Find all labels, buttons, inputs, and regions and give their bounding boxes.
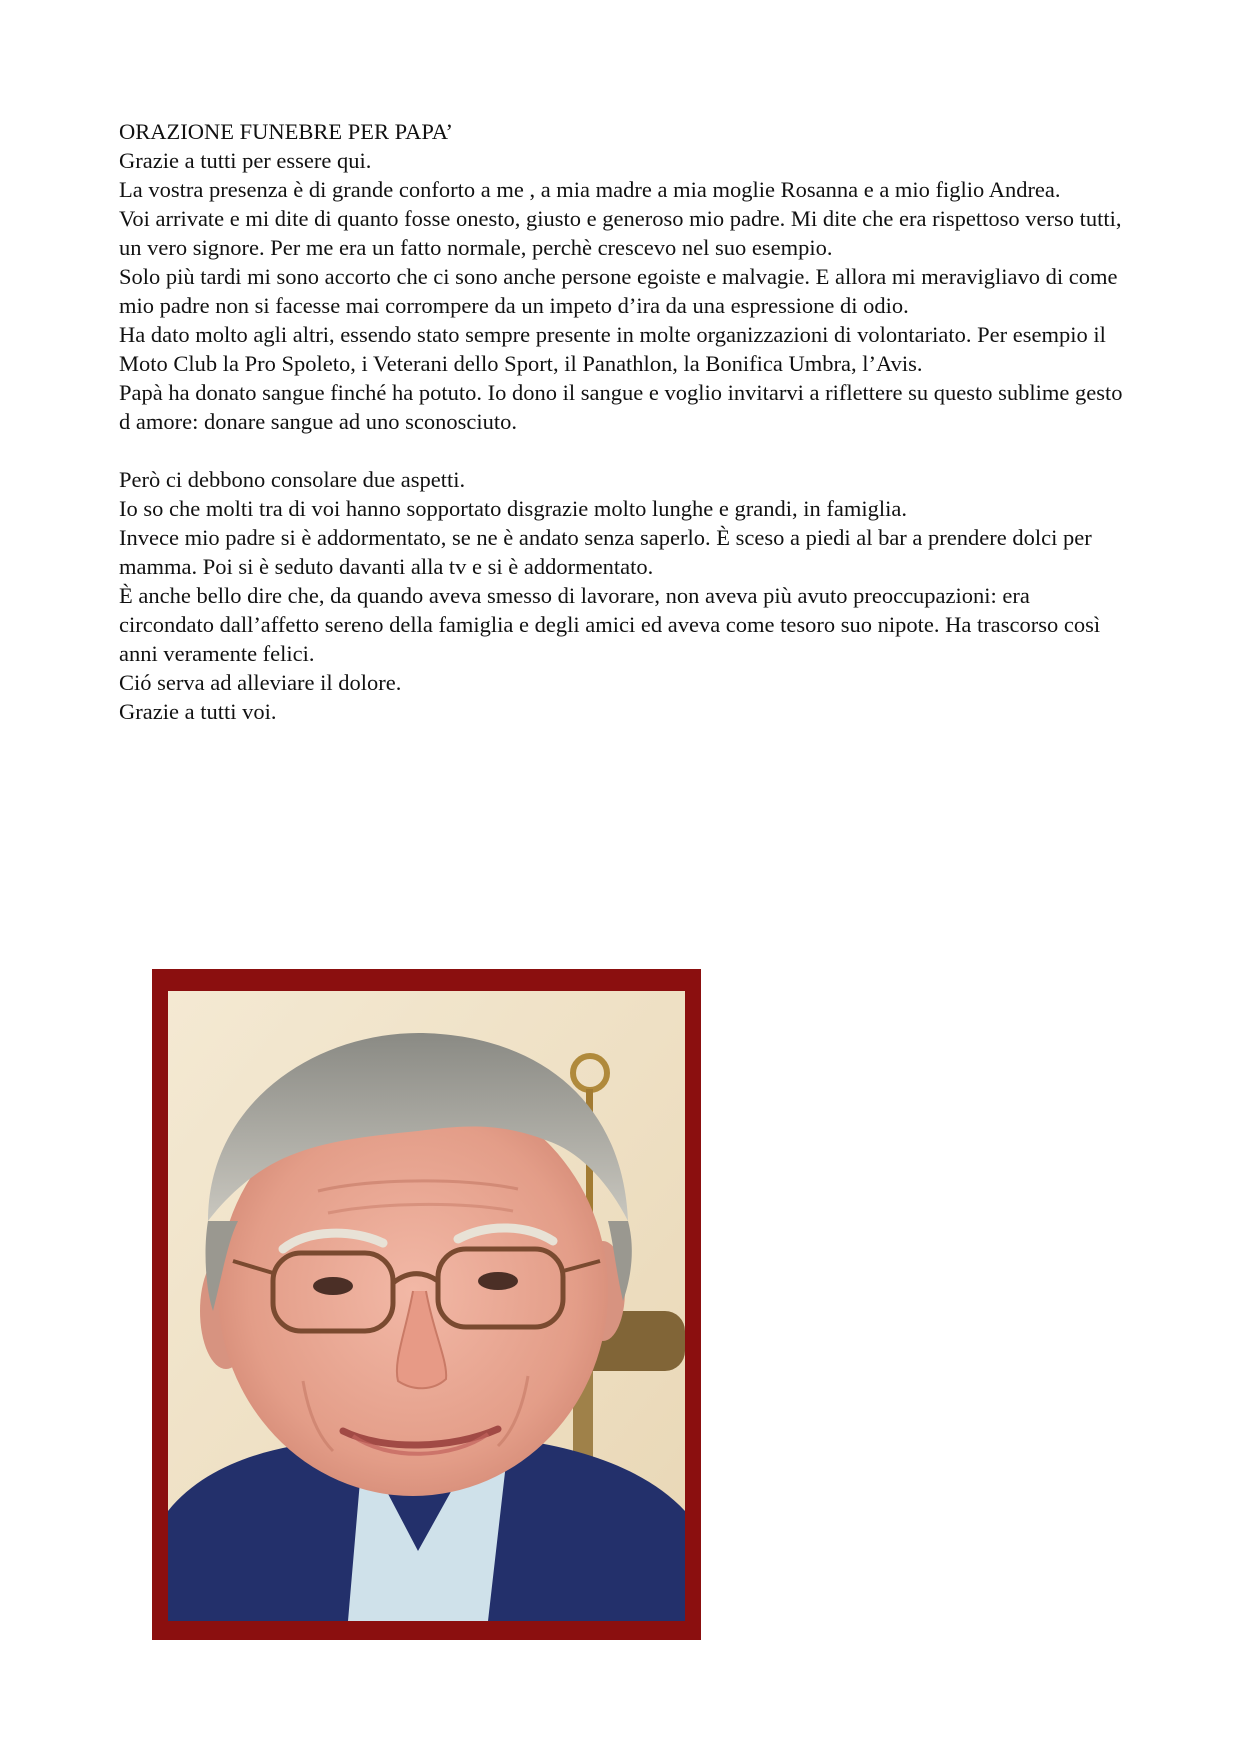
paragraph: Io so che molti tra di voi hanno sopportato disgrazie molto lunghe e grandi, in famiglia.: [119, 496, 907, 521]
paragraph: Grazie a tutti voi.: [119, 699, 277, 724]
document-title: ORAZIONE FUNEBRE PER PAPA’: [119, 119, 454, 144]
portrait-illustration: [168, 991, 685, 1621]
paragraph: Voi arrivate e mi dite di quanto fosse onesto, giusto e generoso mio padre. Mi dite che era rispettoso verso tutti, un vero signore. Per me era un fatto normale, perchè crescevo nel suo esempio.: [119, 206, 1128, 260]
paragraph: Ha dato molto agli altri, essendo stato sempre presente in molte organizzazioni di volontariato. Per esempio il Moto Club la Pro Spoleto, i Veterani dello Sport, il Panathlon, la Bonifica Umbra, l’Avis.: [119, 322, 1112, 376]
paragraph: È anche bello dire che, da quando aveva smesso di lavorare, non aveva più avuto preoccupazioni: era circondato dall’affetto sereno della famiglia e degli amici ed aveva come tesoro suo nipote. Ha trascorso così anni veramente felici.: [119, 583, 1106, 666]
paragraph: Solo più tardi mi sono accorto che ci sono anche persone egoiste e malvagie. E allora mi meravigliavo di come mio padre non si facesse mai corrompere da un impeto d’ira da una espressione di odio.: [119, 264, 1124, 318]
paragraph: Ció serva ad alleviare il dolore.: [119, 670, 402, 695]
portrait-photo: [168, 991, 685, 1621]
paragraph: Però ci debbono consolare due aspetti.: [119, 467, 466, 492]
eulogy-text: [119, 117, 1129, 726]
paragraph: Grazie a tutti per essere qui.: [119, 148, 372, 173]
portrait-frame: [152, 969, 701, 1640]
paragraph: La vostra presenza è di grande conforto a me , a mia madre a mia moglie Rosanna e a mio figlio Andrea.: [119, 177, 1061, 202]
paragraph: Invece mio padre si è addormentato, se ne è andato senza saperlo. È sceso a piedi al bar a prendere dolci per mamma. Poi si è seduto davanti alla tv e si è addormentato.: [119, 525, 1098, 579]
paragraph: Papà ha donato sangue finché ha potuto. Io dono il sangue e voglio invitarvi a riflettere su questo sublime gesto d amore: donare sangue ad uno sconosciuto.: [119, 380, 1129, 434]
paragraph-spacer: [119, 436, 1129, 465]
